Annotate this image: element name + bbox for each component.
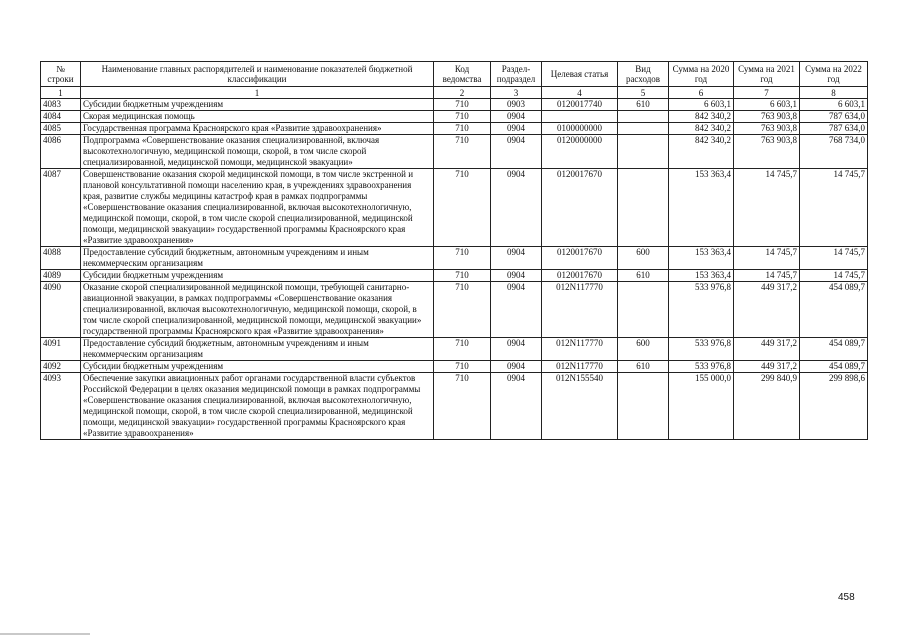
row-expense-type: 610 xyxy=(618,99,669,111)
row-section: 0904 xyxy=(491,169,542,247)
row-number: 4083 xyxy=(41,99,81,111)
row-name: Скорая медицинская помощь xyxy=(81,111,434,123)
row-section: 0904 xyxy=(491,338,542,361)
header-name: Наименование главных распорядителей и наименование показателей бюджетной классификации xyxy=(81,62,434,87)
row-department-code: 710 xyxy=(434,169,491,247)
row-department-code: 710 xyxy=(434,270,491,282)
column-number: 3 xyxy=(491,87,542,99)
row-number: 4086 xyxy=(41,135,81,169)
row-name: Государственная программа Красноярского края «Развитие здравоохранения» xyxy=(81,123,434,135)
row-sum-2020: 533 976,8 xyxy=(669,282,734,338)
row-expense-type xyxy=(618,135,669,169)
row-name: Субсидии бюджетным учреждениям xyxy=(81,361,434,373)
table-row xyxy=(41,373,868,440)
row-section: 0904 xyxy=(491,247,542,270)
row-department-code: 710 xyxy=(434,111,491,123)
column-number: 8 xyxy=(800,87,868,99)
row-target-item: 012N117770 xyxy=(542,282,618,338)
row-section: 0904 xyxy=(491,373,542,440)
row-name: Подпрограмма «Совершенствование оказания специализированной, включая высокотехнологичную, медицинской помощи, скорой, в том числе скорой специализированной, медицинской помощи, медицинской эвакуации» xyxy=(81,135,434,169)
row-section: 0904 xyxy=(491,282,542,338)
row-sum-2021: 449 317,2 xyxy=(734,338,800,361)
row-target-item: 0120000000 xyxy=(542,135,618,169)
row-target-item: 012N155540 xyxy=(542,373,618,440)
row-sum-2020: 842 340,2 xyxy=(669,111,734,123)
row-sum-2021: 6 603,1 xyxy=(734,99,800,111)
row-expense-type xyxy=(618,111,669,123)
header-section: Раздел-подраздел xyxy=(491,62,542,87)
table-row xyxy=(41,247,868,270)
row-sum-2022: 454 089,7 xyxy=(800,282,868,338)
row-expense-type xyxy=(618,282,669,338)
row-expense-type xyxy=(618,123,669,135)
row-expense-type xyxy=(618,373,669,440)
row-sum-2021: 14 745,7 xyxy=(734,169,800,247)
table-row xyxy=(41,361,868,373)
row-sum-2020: 153 363,4 xyxy=(669,270,734,282)
row-sum-2020: 153 363,4 xyxy=(669,169,734,247)
row-name: Предоставление субсидий бюджетным, автономным учреждениям и иным некоммерческим организациям xyxy=(81,247,434,270)
row-department-code: 710 xyxy=(434,123,491,135)
row-number: 4084 xyxy=(41,111,81,123)
row-sum-2022: 454 089,7 xyxy=(800,361,868,373)
header-sum-2021: Сумма на 2021 год xyxy=(734,62,800,87)
row-expense-type: 600 xyxy=(618,338,669,361)
row-sum-2022: 14 745,7 xyxy=(800,169,868,247)
row-name: Субсидии бюджетным учреждениям xyxy=(81,99,434,111)
row-sum-2022: 787 634,0 xyxy=(800,123,868,135)
row-sum-2021: 299 840,9 xyxy=(734,373,800,440)
row-department-code: 710 xyxy=(434,338,491,361)
row-number: 4088 xyxy=(41,247,81,270)
row-target-item: 0120017670 xyxy=(542,270,618,282)
table-row xyxy=(41,169,868,247)
table-header xyxy=(41,62,868,99)
row-expense-type xyxy=(618,169,669,247)
header-target-item: Целевая статья xyxy=(542,62,618,87)
row-sum-2021: 449 317,2 xyxy=(734,282,800,338)
header-sum-2020: Сумма на 2020 год xyxy=(669,62,734,87)
row-number: 4090 xyxy=(41,282,81,338)
row-number: 4087 xyxy=(41,169,81,247)
row-section: 0904 xyxy=(491,361,542,373)
column-number-row xyxy=(41,87,868,99)
header-row-number: № строки xyxy=(41,62,81,87)
row-sum-2021: 763 903,8 xyxy=(734,111,800,123)
page-number: 458 xyxy=(838,592,855,603)
row-section: 0904 xyxy=(491,270,542,282)
table-row xyxy=(41,99,868,111)
table-row xyxy=(41,111,868,123)
row-name: Субсидии бюджетным учреждениям xyxy=(81,270,434,282)
row-sum-2020: 155 000,0 xyxy=(669,373,734,440)
row-number: 4091 xyxy=(41,338,81,361)
row-section: 0903 xyxy=(491,99,542,111)
column-number: 5 xyxy=(618,87,669,99)
row-target-item: 0100000000 xyxy=(542,123,618,135)
row-target-item: 0120017670 xyxy=(542,247,618,270)
row-number: 4092 xyxy=(41,361,81,373)
table-row xyxy=(41,123,868,135)
table-row xyxy=(41,135,868,169)
row-sum-2022: 6 603,1 xyxy=(800,99,868,111)
header-department-code: Код ведомства xyxy=(434,62,491,87)
row-department-code: 710 xyxy=(434,282,491,338)
row-department-code: 710 xyxy=(434,373,491,440)
column-number: 1 xyxy=(41,87,81,99)
row-number: 4085 xyxy=(41,123,81,135)
row-sum-2022: 787 634,0 xyxy=(800,111,868,123)
column-number: 6 xyxy=(669,87,734,99)
header-expense-type: Вид расходов xyxy=(618,62,669,87)
row-expense-type: 610 xyxy=(618,270,669,282)
row-sum-2021: 763 903,8 xyxy=(734,123,800,135)
row-section: 0904 xyxy=(491,111,542,123)
row-sum-2022: 768 734,0 xyxy=(800,135,868,169)
table-row xyxy=(41,338,868,361)
row-name: Обеспечение закупки авиационных работ органами государственной власти субъектов Российской Федерации в целях оказания медицинской помощи в рамках подпрограммы «Совершенствование оказания специализированной, включая высокотехнологичную, медицинской помощи, скорой, в том числе скорой специализированной, медицинской помощи, медицинской эвакуации» государственной программы Красноярского края «Развитие здравоохранения» xyxy=(81,373,434,440)
budget-table xyxy=(40,61,868,440)
row-sum-2020: 6 603,1 xyxy=(669,99,734,111)
row-section: 0904 xyxy=(491,123,542,135)
row-sum-2020: 533 976,8 xyxy=(669,338,734,361)
column-number: 2 xyxy=(434,87,491,99)
row-target-item: 0120017670 xyxy=(542,169,618,247)
row-sum-2020: 842 340,2 xyxy=(669,135,734,169)
header-sum-2022: Сумма на 2022 год xyxy=(800,62,868,87)
row-department-code: 710 xyxy=(434,247,491,270)
table-row xyxy=(41,282,868,338)
row-sum-2022: 454 089,7 xyxy=(800,338,868,361)
table-body xyxy=(41,99,868,440)
row-sum-2020: 533 976,8 xyxy=(669,361,734,373)
row-number: 4093 xyxy=(41,373,81,440)
row-department-code: 710 xyxy=(434,135,491,169)
row-sum-2021: 14 745,7 xyxy=(734,270,800,282)
row-name: Предоставление субсидий бюджетным, автономным учреждениям и иным некоммерческим организациям xyxy=(81,338,434,361)
column-number: 4 xyxy=(542,87,618,99)
row-target-item: 0120017740 xyxy=(542,99,618,111)
row-sum-2021: 449 317,2 xyxy=(734,361,800,373)
row-department-code: 710 xyxy=(434,99,491,111)
row-sum-2020: 153 363,4 xyxy=(669,247,734,270)
row-sum-2020: 842 340,2 xyxy=(669,123,734,135)
row-expense-type: 600 xyxy=(618,247,669,270)
row-name: Совершенствование оказания скорой медицинской помощи, в том числе экстренной и плановой консультативной помощи населению края, в учреждениях здравоохранения края, развитие службы медицины катастроф края в рамках подпрограммы «Совершенствование оказания специализированной, включая высокотехнологичную, медицинской помощи, скорой, в том числе скорой специализированной, медицинской помощи, медицинской эвакуации» государственной программы Красноярского края «Развитие здравоохранения» xyxy=(81,169,434,247)
row-department-code: 710 xyxy=(434,361,491,373)
row-target-item: 012N117770 xyxy=(542,361,618,373)
row-number: 4089 xyxy=(41,270,81,282)
row-sum-2021: 14 745,7 xyxy=(734,247,800,270)
row-name: Оказание скорой специализированной медицинской помощи, требующей санитарно-авиационной эвакуации, в рамках подпрограммы «Совершенствование оказания специализированной, включая высокотехнологичную, медицинской помощи, скорой, в том числе скорой специализированной, медицинской помощи, медицинской эвакуации» государственной программы Красноярского края «Развитие здравоохранения» xyxy=(81,282,434,338)
budget-table-sheet xyxy=(40,61,868,440)
row-sum-2022: 14 745,7 xyxy=(800,247,868,270)
scan-edge-mark xyxy=(0,633,90,635)
row-target-item xyxy=(542,111,618,123)
row-expense-type: 610 xyxy=(618,361,669,373)
row-sum-2021: 763 903,8 xyxy=(734,135,800,169)
column-number: 7 xyxy=(734,87,800,99)
table-row xyxy=(41,270,868,282)
column-number: 1 xyxy=(81,87,434,99)
row-sum-2022: 299 898,6 xyxy=(800,373,868,440)
row-target-item: 012N117770 xyxy=(542,338,618,361)
row-section: 0904 xyxy=(491,135,542,169)
row-sum-2022: 14 745,7 xyxy=(800,270,868,282)
